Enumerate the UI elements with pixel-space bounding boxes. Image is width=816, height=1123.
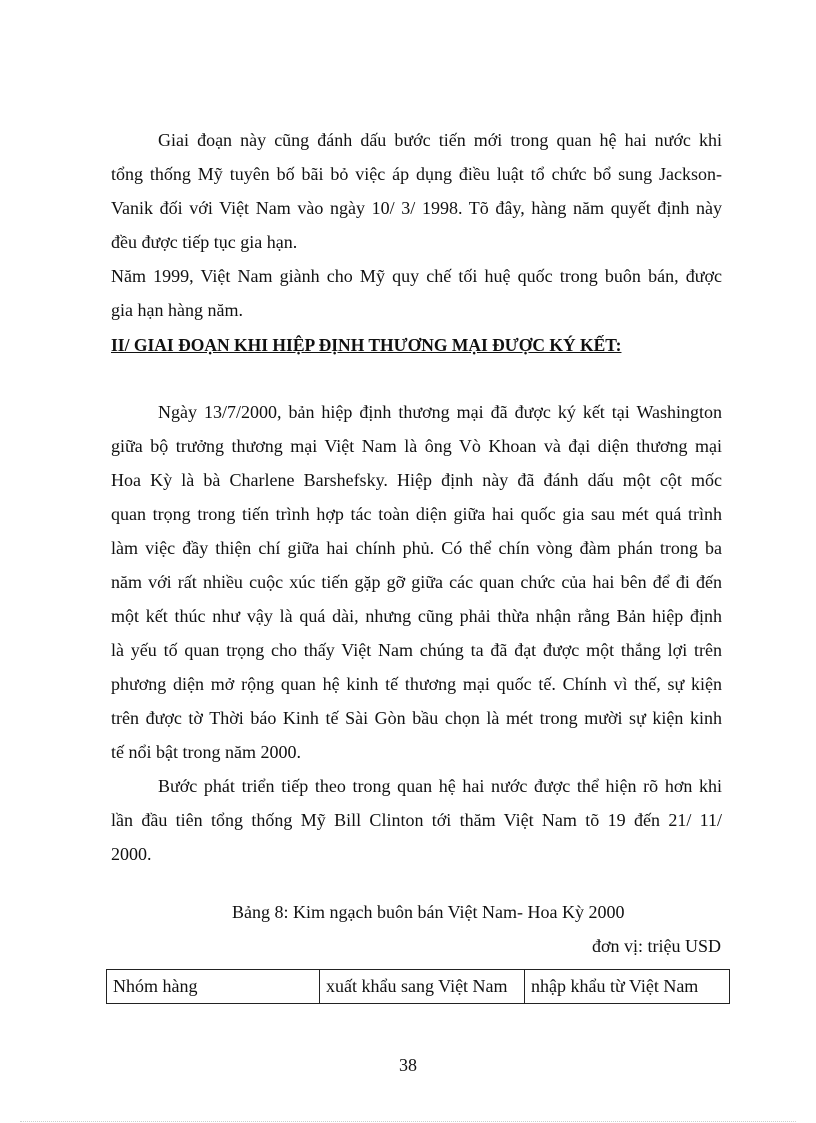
paragraph-line: tổng thống Mỹ tuyên bố bãi bỏ việc áp dụng điều luật tổ chức bổ sung Jackson- <box>111 164 722 184</box>
trade-table <box>106 969 730 1004</box>
paragraph-line: làm việc đầy thiện chí giữa hai chính phủ. Có thể chín vòng đàm phán trong ba <box>111 538 722 558</box>
paragraph-line: 2000. <box>111 844 152 864</box>
paragraph-line: là yếu tố quan trọng cho thấy Việt Nam chúng ta đã đạt được một thắng lợi trên <box>111 640 722 660</box>
paragraph-line: Năm 1999, Việt Nam giành cho Mỹ quy chế tối huệ quốc trong buôn bán, được <box>111 266 722 286</box>
paragraph-line: quan trọng trong tiến trình hợp tác toàn diện giữa hai quốc gia sau mét quá trình <box>111 504 722 524</box>
paragraph-line: Giai đoạn này cũng đánh dấu bước tiến mới trong quan hệ hai nước khi <box>158 130 722 150</box>
paragraph-line: trên được tờ Thời báo Kinh tế Sài Gòn bầu chọn là mét trong mười sự kiện kinh <box>111 708 722 728</box>
paragraph-line: Ngày 13/7/2000, bản hiệp định thương mại đã được ký kết tại Washington <box>158 402 722 422</box>
paragraph-line: Hoa Kỳ là bà Charlene Barshefsky. Hiệp định này đã đánh dấu một cột mốc <box>111 470 722 490</box>
paragraph-line: gia hạn hàng năm. <box>111 300 243 320</box>
paragraph-line: đều được tiếp tục gia hạn. <box>111 232 298 252</box>
paragraph-line: phương diện mở rộng quan hệ kinh tế thương mại quốc tế. Chính vì thế, sự kiện <box>111 674 722 694</box>
table-header-cell: nhập khẩu từ Việt Nam <box>525 970 730 1004</box>
paragraph-line: Bước phát triển tiếp theo trong quan hệ hai nước được thể hiện rõ hơn khi <box>158 776 722 796</box>
page-number: 38 <box>399 1055 417 1075</box>
table-header-cell: xuất khẩu sang Việt Nam <box>320 970 525 1004</box>
section-heading: II/ GIAI ĐOẠN KHI HIỆP ĐỊNH THƯƠNG MẠI ĐƯỢC KÝ KẾT: <box>111 335 622 355</box>
table-unit: đơn vị: triệu USD <box>591 936 721 956</box>
paragraph-line: năm với rất nhiều cuộc xúc tiến gặp gỡ giữa các quan chức của hai bên để đi đến <box>111 572 722 592</box>
table-header-cell: Nhóm hàng <box>107 970 320 1004</box>
paragraph-line: một kết thúc như vậy là quá dài, nhưng cũng phải thừa nhận rằng Bản hiệp định <box>111 606 722 626</box>
paragraph-line: Vanik đối với Việt Nam vào ngày 10/ 3/ 1998. Tõ đây, hàng năm quyết định này <box>111 198 722 218</box>
paragraph-line: tế nổi bật trong năm 2000. <box>111 742 301 762</box>
table-header-row <box>107 970 730 1004</box>
paragraph-line: giữa bộ trưởng thương mại Việt Nam là ông Vò Khoan và đại diện thương mại <box>111 436 722 456</box>
table-caption: Bảng 8: Kim ngạch buôn bán Việt Nam- Hoa Kỳ 2000 <box>232 902 625 922</box>
paragraph-line: lần đầu tiên tổng thống Mỹ Bill Clinton tới thăm Việt Nam tõ 19 đến 21/ 11/ <box>111 810 722 830</box>
page-bottom-rule <box>20 1121 796 1122</box>
